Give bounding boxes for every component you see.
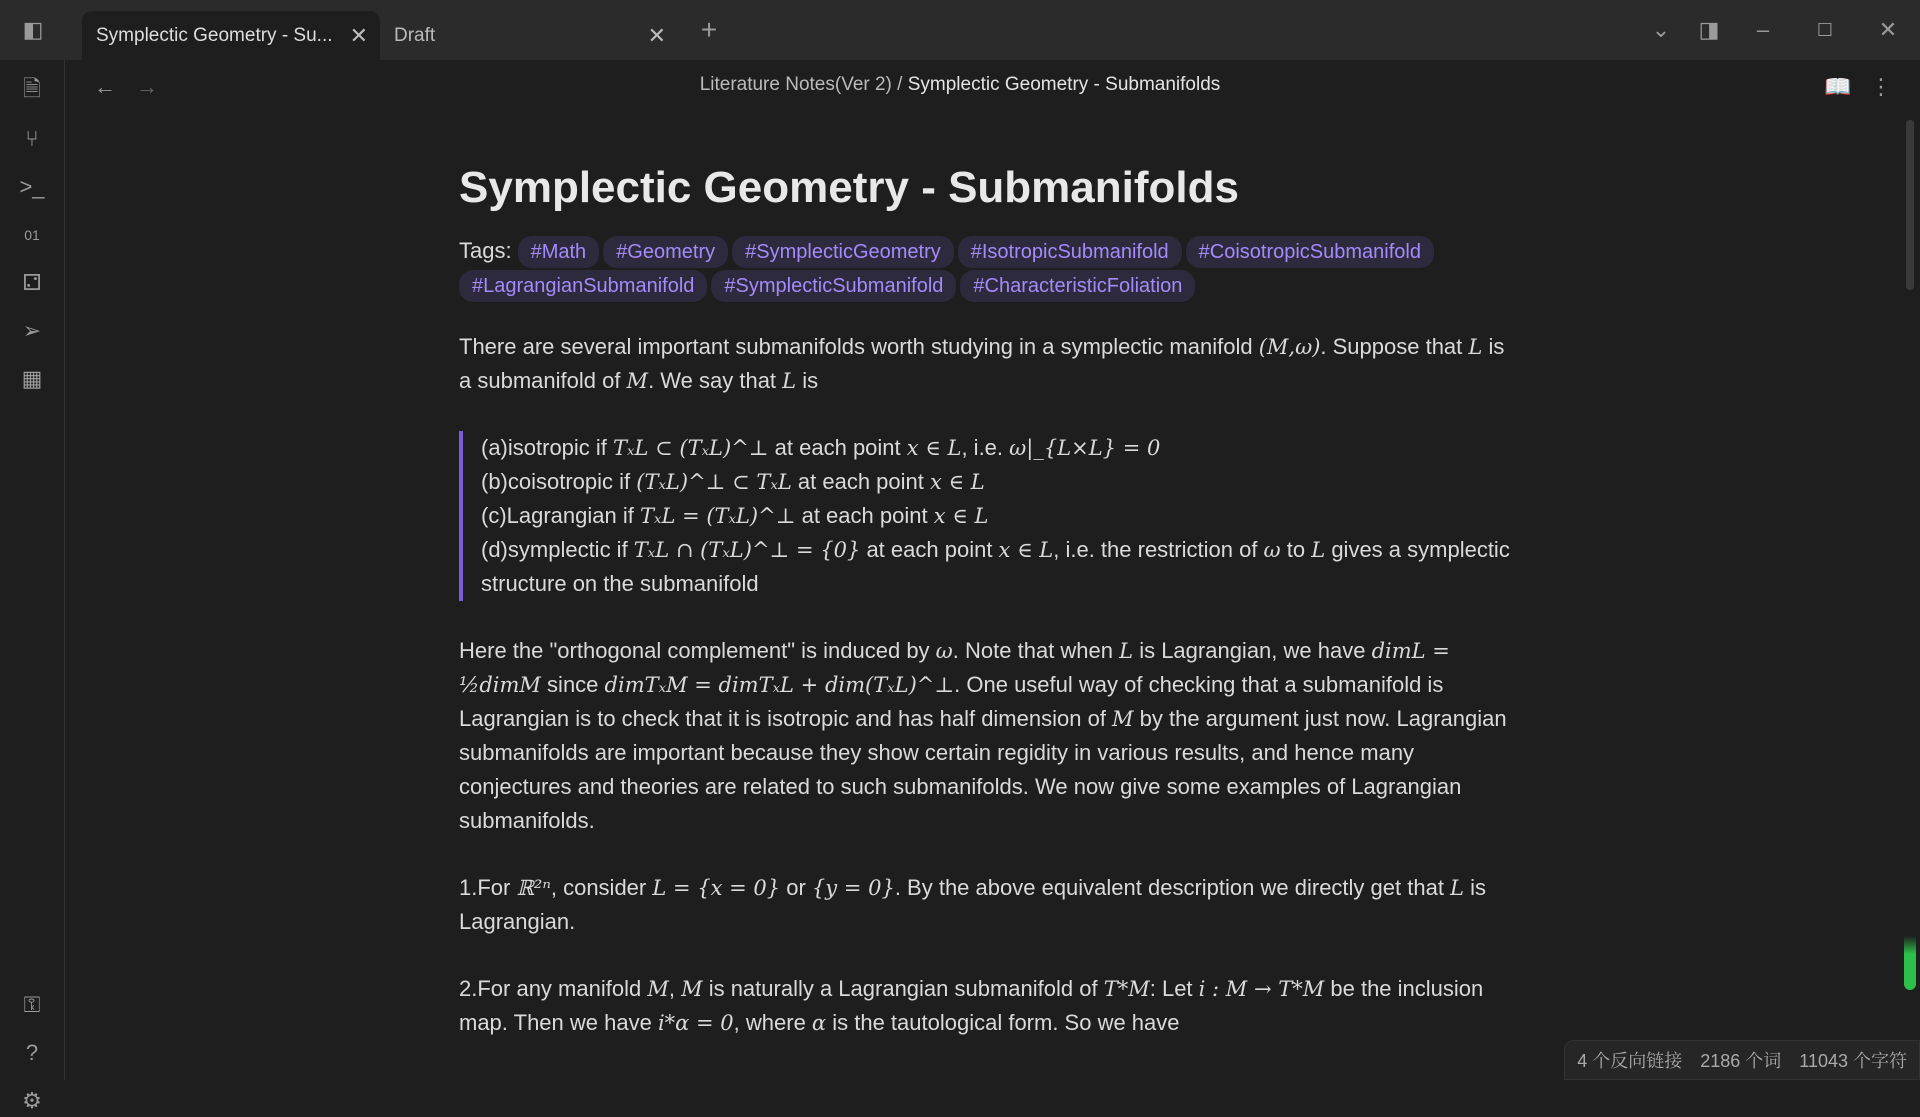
back-icon[interactable]: ← — [94, 74, 116, 99]
text: or — [780, 875, 812, 900]
math-expression: M — [647, 977, 669, 1001]
text: gives a symplectic structure on the submanifold — [481, 537, 1510, 596]
text: There are several important submanifolds worth studying in a symplectic manifold — [459, 334, 1259, 359]
math-expression: {y = 0} — [811, 876, 895, 900]
math-expression: L — [1119, 639, 1134, 663]
math-expression: x ∈ L — [906, 436, 962, 460]
math-expression: L — [1450, 876, 1464, 900]
math-expression: ω — [1263, 538, 1281, 562]
text: , consider — [550, 875, 653, 900]
math-expression: ℝ²ⁿ — [516, 876, 551, 900]
breadcrumb — [0, 74, 1920, 96]
sidebar-toggle-icon[interactable]: ◧ — [22, 17, 44, 42]
tab-label: Symplectic Geometry - Su... — [96, 24, 333, 46]
breadcrumb-current: Symplectic Geometry - Submanifolds — [907, 74, 1221, 95]
tag[interactable]: #LagrangianSubmanifold — [459, 270, 707, 302]
word-count: 2186 个词 — [1700, 1051, 1782, 1071]
text: at each point — [791, 469, 930, 494]
math-expression: dimTₓM = dimTₓL + dim(TₓL)^⊥ — [604, 673, 955, 697]
math-expression: ω|_{L×L} = 0 — [1009, 436, 1161, 460]
math-expression: i : M → T*M — [1198, 977, 1325, 1001]
text: is Lagrangian. — [459, 875, 1486, 934]
text: at each point — [768, 435, 907, 460]
math-expression: TₓL ∩ (TₓL)^⊥ = {0} — [633, 538, 861, 562]
math-expression: M — [1112, 707, 1134, 731]
minimize-icon[interactable]: – — [1756, 17, 1770, 42]
text: (b)coisotropic if — [481, 469, 637, 494]
text: is the tautological form. So we have — [826, 1010, 1180, 1035]
text: (c)Lagrangian if — [481, 503, 640, 528]
backlinks-count[interactable]: 4 个反向链接 — [1577, 1051, 1683, 1071]
math-expression: L — [1311, 538, 1326, 562]
grid-icon[interactable]: ▦ — [21, 366, 43, 391]
git-branch-icon[interactable]: ⑂ — [25, 126, 39, 151]
more-options-icon[interactable]: ⋮ — [1870, 74, 1892, 99]
left-ribbon — [0, 60, 65, 1113]
text: , i.e. the restriction of — [1053, 537, 1264, 562]
text: at each point — [795, 503, 934, 528]
text: at each point — [860, 537, 999, 562]
paragraph — [481, 465, 1519, 499]
tag[interactable]: #SymplecticSubmanifold — [711, 270, 956, 302]
text: by the argument just now. Lagrangian submanifolds are important because they show certain regidity in various results, and hence many conjectures and theories are related to such submanifolds. We now give some examples of Lagrangian submanifolds. — [459, 706, 1507, 833]
vault-icon[interactable]: ⚿ — [23, 992, 41, 1017]
settings-icon[interactable]: ⚙ — [22, 1088, 42, 1113]
text: is a submanifold of — [459, 334, 1505, 393]
math-expression: (M,ω) — [1258, 335, 1321, 359]
text: (d)symplectic if — [481, 537, 634, 562]
tab-bar — [0, 0, 1920, 60]
close-icon[interactable]: ✕ — [647, 22, 666, 48]
math-expression: (TₓL)^⊥ ⊂ TₓL — [636, 470, 792, 494]
text: , — [668, 976, 682, 1001]
math-expression: α — [811, 1011, 827, 1035]
tags-row — [459, 234, 1519, 302]
text: 2.For any manifold — [459, 976, 648, 1001]
tag[interactable]: #CharacteristicFoliation — [960, 270, 1195, 302]
text: . By the above equivalent description we directly get that — [894, 875, 1451, 900]
tag[interactable]: #SymplecticGeometry — [732, 236, 954, 268]
reading-view-icon[interactable]: 📖 — [1824, 74, 1852, 99]
text: is Lagrangian, we have — [1133, 638, 1372, 663]
text: . Note that when — [952, 638, 1120, 663]
help-icon[interactable]: ? — [25, 1040, 39, 1065]
math-expression: dimL = ½dimM — [459, 639, 1450, 697]
text: since — [540, 672, 605, 697]
dice-icon[interactable]: ⚁ — [22, 270, 42, 295]
math-expression: x ∈ L — [933, 504, 989, 528]
maximize-icon[interactable]: ☐ — [1816, 19, 1834, 40]
paragraph — [459, 871, 1519, 939]
close-icon[interactable]: ✕ — [349, 22, 368, 48]
paragraph — [481, 431, 1519, 465]
tag[interactable]: #Math — [518, 236, 600, 268]
tag[interactable]: #IsotropicSubmanifold — [958, 236, 1182, 268]
math-expression: L = {x = 0} — [652, 876, 781, 900]
text: . One useful way of checking that a submanifold is Lagrangian is to check that it is isotropic and has half dimension of — [459, 672, 1444, 731]
text: . We say that — [648, 368, 783, 393]
text: is naturally a Lagrangian submanifold of — [702, 976, 1104, 1001]
math-expression: T*M — [1103, 977, 1150, 1001]
math-expression: L — [1468, 335, 1483, 359]
tab-symplectic-geometry[interactable] — [82, 11, 380, 60]
tag[interactable]: #Geometry — [603, 236, 728, 268]
note-content — [459, 160, 1519, 1073]
math-expression: L — [782, 369, 797, 393]
text: 1.For — [459, 875, 517, 900]
math-expression: M — [626, 369, 649, 393]
text: : Let — [1149, 976, 1199, 1001]
math-expression: i*α = 0 — [657, 1011, 734, 1035]
math-expression: TₓL = (TₓL)^⊥ — [639, 504, 796, 528]
tags-label: Tags: — [459, 238, 512, 263]
paragraph — [481, 533, 1519, 601]
text: Here the "orthogonal complement" is induced by — [459, 638, 936, 663]
file-search-icon[interactable]: 🗎 — [23, 76, 41, 101]
tag[interactable]: #CoisotropicSubmanifold — [1186, 236, 1434, 268]
scroll-indicator[interactable] — [1904, 900, 1916, 990]
text: be the inclusion map. Then we have — [459, 976, 1484, 1035]
forward-icon[interactable]: → — [136, 74, 158, 99]
breadcrumb-folder[interactable]: Literature Notes(Ver 2) — [699, 74, 892, 95]
paragraph — [459, 330, 1519, 398]
terminal-icon[interactable]: >_ — [19, 174, 45, 199]
char-count: 11043 个字符 — [1799, 1051, 1907, 1071]
math-expression: M — [681, 977, 703, 1001]
paragraph — [481, 499, 1519, 533]
math-expression: ω — [935, 639, 953, 663]
text: is — [796, 368, 819, 393]
definition-quote — [459, 431, 1519, 601]
send-icon[interactable]: ➢ — [22, 318, 42, 343]
text: (a)isotropic if — [481, 435, 614, 460]
status-bar — [1564, 1040, 1920, 1080]
math-expression: x ∈ L — [998, 538, 1054, 562]
chevron-down-icon[interactable]: ⌄ — [1651, 17, 1671, 42]
text: to — [1280, 537, 1312, 562]
math-expression: TₓL ⊂ (TₓL)^⊥ — [613, 436, 769, 460]
scrollbar[interactable] — [1906, 120, 1914, 290]
paragraph — [459, 634, 1519, 838]
text: , where — [733, 1010, 812, 1035]
tab-label: Draft — [394, 24, 436, 46]
new-tab-icon[interactable]: + — [700, 14, 718, 45]
math-expression: x ∈ L — [930, 470, 985, 494]
text: , i.e. — [961, 435, 1010, 460]
text: . Suppose that — [1320, 334, 1469, 359]
breadcrumb-separator: / — [897, 74, 903, 95]
paragraph — [459, 972, 1519, 1040]
close-window-icon[interactable]: ✕ — [1878, 17, 1898, 42]
tab-draft[interactable] — [380, 11, 678, 60]
right-sidebar-toggle-icon[interactable]: ◨ — [1698, 17, 1720, 42]
binary-icon[interactable]: 01 — [24, 227, 40, 243]
page-title: Symplectic Geometry - Submanifolds — [459, 163, 1239, 212]
